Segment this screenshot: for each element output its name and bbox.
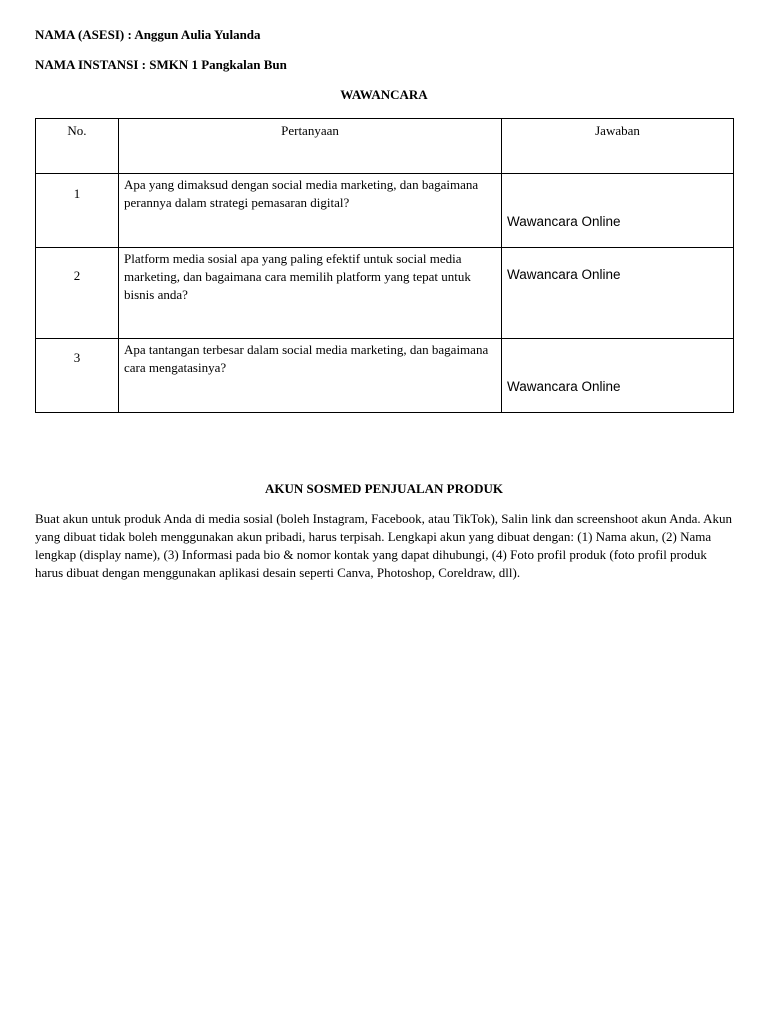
account-section-title: AKUN SOSMED PENJUALAN PRODUK xyxy=(265,481,503,496)
question-text: Apa tantangan terbesar dalam social media marketing, dan bagaimana cara mengatasinya? xyxy=(124,342,489,375)
answer-text: Wawancara Online xyxy=(507,267,621,282)
interview-table xyxy=(35,118,734,413)
row-number: 1 xyxy=(73,186,81,201)
answer-text: Wawancara Online xyxy=(507,379,621,394)
answer-cell xyxy=(502,339,734,413)
account-instructions-paragraph: Buat akun untuk produk Anda di media sosial (boleh Instagram, Facebook, atau TikTok), Salin link dan screenshoot akun Anda. Akun yang dibuat tidak boleh menggunakan akun pribadi, harus terpisah. Lengkapi akun yang dibuat dengan: (1) Nama akun, (2) Nama lengkap (display name), (3) Informasi pada bio & nomor kontak yang dapat dihubungi, (4) Foto profil produk (foto profil produk harus dibuat dengan menggunakan aplikasi desain seperti Canva, Photoshop, Coreldraw, dll). xyxy=(35,511,733,580)
table-row xyxy=(36,339,734,413)
table-row xyxy=(36,248,734,339)
question-cell xyxy=(119,339,502,413)
asesi-name-line: NAMA (ASESI) : Anggun Aulia Yulanda xyxy=(35,27,261,42)
row-number-cell xyxy=(36,339,119,413)
table-header-row xyxy=(36,119,734,174)
row-number: 2 xyxy=(73,268,81,283)
question-cell xyxy=(119,248,502,339)
question-cell xyxy=(119,174,502,248)
row-number: 3 xyxy=(73,350,81,365)
table-row xyxy=(36,174,734,248)
column-header-answer: Jawaban xyxy=(502,119,734,174)
answer-text: Wawancara Online xyxy=(507,214,621,229)
answer-cell xyxy=(502,248,734,339)
row-number-cell xyxy=(36,248,119,339)
question-text: Platform media sosial apa yang paling efektif untuk social media marketing, dan bagaimana cara memilih platform yang tepat untuk bisnis anda? xyxy=(124,251,471,302)
column-header-question: Pertanyaan xyxy=(119,119,502,174)
row-number-cell xyxy=(36,174,119,248)
interview-title: WAWANCARA xyxy=(340,87,428,102)
institution-name-line: NAMA INSTANSI : SMKN 1 Pangkalan Bun xyxy=(35,57,287,72)
question-text: Apa yang dimaksud dengan social media marketing, dan bagaimana perannya dalam strategi pemasaran digital? xyxy=(124,177,479,210)
answer-cell xyxy=(502,174,734,248)
column-header-no: No. xyxy=(36,119,119,174)
